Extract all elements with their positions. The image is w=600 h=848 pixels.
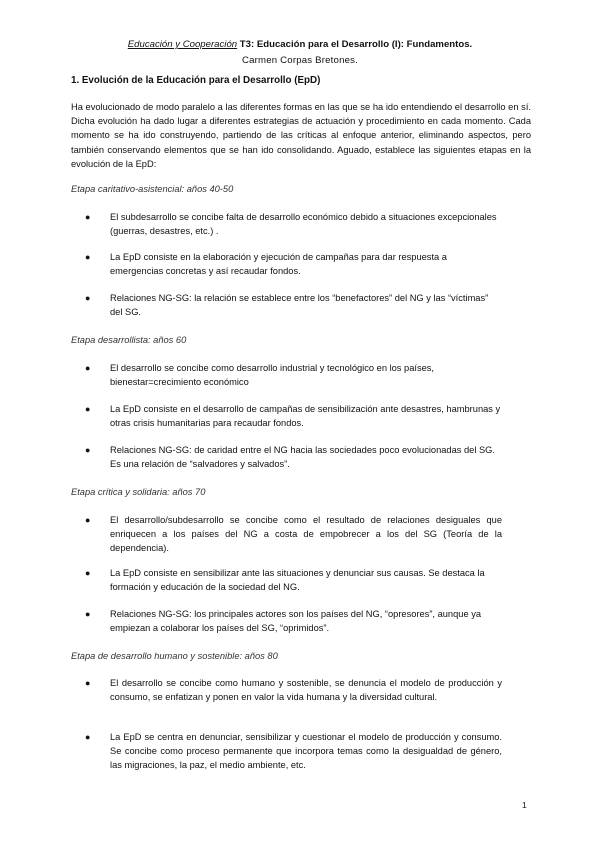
- stage-heading: Etapa desarrollista: años 60: [71, 335, 187, 345]
- author-name: Carmen Corpas Bretones.: [241, 55, 359, 66]
- bullet-icon: ●: [85, 732, 91, 742]
- document-header: [0, 38, 600, 52]
- bullet-icon: ●: [85, 515, 91, 525]
- section-heading: 1. Evolución de la Educación para el Desarrollo (EpD): [71, 75, 321, 86]
- list-item-text: Relaciones NG-SG: de caridad entre el NG hacia las sociedades poco evolucionadas del SG. Es una relación de “salvadores y salvados”.: [110, 445, 495, 470]
- list-item-text: El desarrollo/subdesarrollo se concibe como el resultado de relaciones desiguales que enriquecen a los países del NG a costa de empobrecer a los del SG (Teoría de la dependencia).: [110, 515, 502, 554]
- bullet-icon: ●: [85, 404, 91, 414]
- topic-title: T3: Educación para el Desarrollo (I): Fundamentos.: [237, 39, 473, 50]
- stage-heading: Etapa crítica y solidaria: años 70: [71, 487, 206, 497]
- list-item-text: Relaciones NG-SG: la relación se establece entre los “benefactores” del NG y las “víctimas” del SG.: [110, 293, 489, 318]
- stage-heading: Etapa caritativo-asistencial: años 40-50: [71, 184, 234, 194]
- list-item-text: Relaciones NG-SG: los principales actores son los países del NG, “opresores”, aunque ya empiezan a colaborar los países del SG, “oprimidos”.: [110, 609, 482, 634]
- list-item-text: El desarrollo se concibe como desarrollo industrial y tecnológico en los países, bienestar=crecimiento económico: [110, 363, 435, 388]
- course-name: Educación y Cooperación: [127, 39, 238, 50]
- list-item-text: El subdesarrollo se concibe falta de desarrollo económico debido a situaciones excepcionales (guerras, desastres, etc.) .: [110, 212, 497, 237]
- bullet-icon: ●: [85, 678, 91, 688]
- bullet-icon: ●: [85, 293, 91, 303]
- bullet-icon: ●: [85, 609, 91, 619]
- bullet-icon: ●: [85, 252, 91, 262]
- list-item-text: La EpD consiste en el desarrollo de campañas de sensibilización ante desastres, hambrunas y otras crisis humanitarias para recaudar fondos.: [110, 404, 501, 429]
- list-item-text: El desarrollo se concibe como humano y sostenible, se denuncia el modelo de producción y consumo, se enfatizan y ponen en valor la vida humana y la diversidad cultural.: [110, 678, 502, 703]
- intro-paragraph: Ha evolucionado de modo paralelo a las diferentes formas en las que se ha ido entendiendo el desarrollo en sí. Dicha evolución ha dado lugar a diferentes estrategias de actuación y procedimiento en cada momento. Cada momento se ha ido construyendo, partiendo de las críticas al enfoque anterior, eliminando aspectos, pero también conservando elementos que se han ido consolidando. Aguado, establece las siguientes etapas en la evolución de la EpD:: [71, 102, 531, 169]
- list-item-text: La EpD se centra en denunciar, sensibilizar y cuestionar el modelo de producción y consumo. Se concibe como proceso permanente que incorpora temas como la desigualdad de género, las migraciones, la paz, el medio ambiente, etc.: [110, 732, 502, 771]
- bullet-icon: ●: [85, 363, 91, 373]
- page-number: 1: [522, 800, 527, 810]
- bullet-icon: ●: [85, 212, 91, 222]
- list-item-text: La EpD consiste en la elaboración y ejecución de campañas para dar respuesta a emergencias concretas y así recaudar fondos.: [110, 252, 447, 277]
- list-item-text: La EpD consiste en sensibilizar ante las situaciones y denunciar sus causas. Se destaca la formación y educación de la sociedad del NG.: [110, 568, 485, 593]
- stage-heading: Etapa de desarrollo humano y sostenible: años 80: [71, 651, 278, 661]
- bullet-icon: ●: [85, 568, 91, 578]
- bullet-icon: ●: [85, 445, 91, 455]
